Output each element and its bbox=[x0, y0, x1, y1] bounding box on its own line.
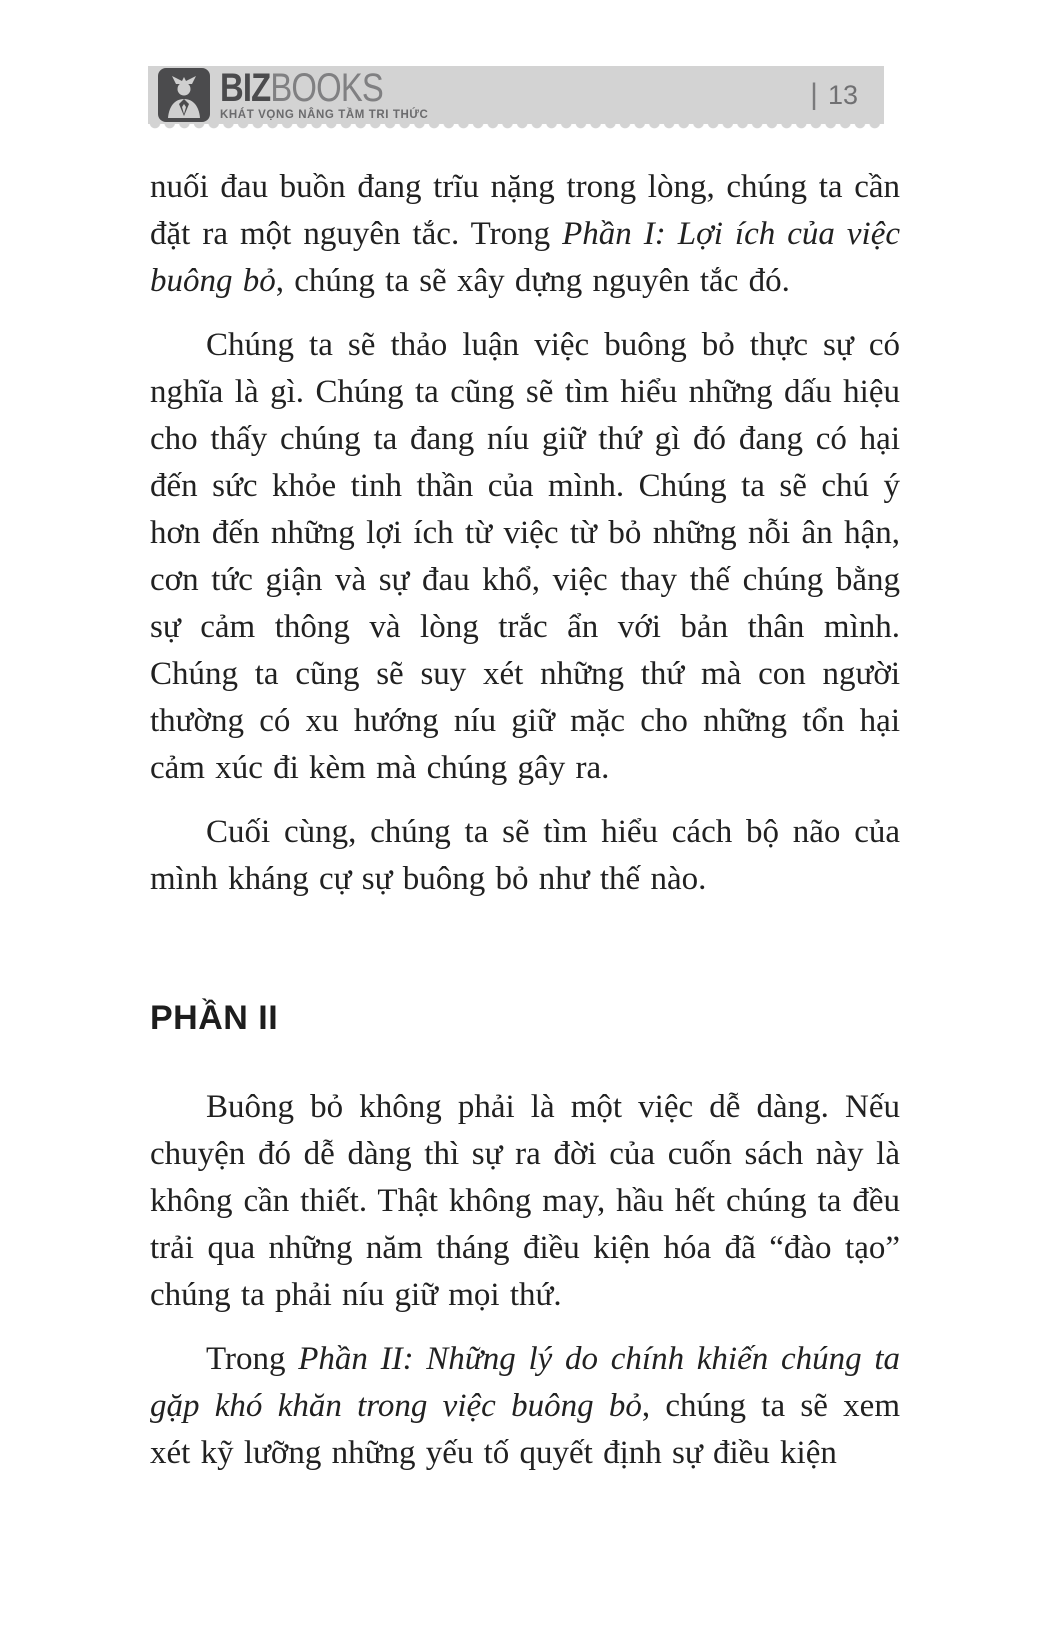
page-number-divider: | bbox=[810, 78, 818, 111]
brand-tagline: KHÁT VỌNG NÂNG TẦM TRI THỨC bbox=[220, 108, 429, 121]
italic-book-part-reference: Phần I: Lợi ích của việc buông bỏ bbox=[150, 216, 901, 299]
bizbooks-logo-icon bbox=[158, 68, 210, 122]
brand-wordmark bbox=[220, 65, 391, 110]
paragraph-text: Trong bbox=[206, 1341, 299, 1377]
paragraph bbox=[150, 1336, 900, 1477]
perforation-edge bbox=[148, 124, 884, 131]
paragraph-text: nuối đau buồn đang trĩu nặng trong lòng, chúng ta cần đặt ra một nguyên tắc. Trong bbox=[150, 169, 900, 252]
paragraph bbox=[150, 322, 900, 792]
brand-books: BOOKS bbox=[270, 65, 383, 110]
paragraph-text: , chúng ta sẽ xem xét kỹ lưỡng những yếu tố quyết định sự điều kiện bbox=[150, 1388, 900, 1471]
brand-biz: BIZ bbox=[220, 65, 271, 110]
paragraph-text: Buông bỏ không phải là một việc dễ dàng. Nếu chuyện đó dễ dàng thì sự ra đời của cuốn sách này là không cần thiết. Thật không may, hầu hết chúng ta đều trải qua những năm tháng điều kiện hóa đã “đào tạo” chúng ta phải níu giữ mọi thứ. bbox=[150, 1089, 900, 1313]
italic-book-part-reference: Phần II: Những lý do chính khiến chúng ta gặp khó khăn trong việc buông bỏ bbox=[150, 1341, 900, 1424]
brand-text bbox=[220, 65, 429, 121]
page-body bbox=[150, 132, 900, 1494]
paragraph bbox=[150, 809, 900, 903]
section-heading-phan-ii: PHẦN II bbox=[150, 999, 279, 1037]
paragraph-text: Chúng ta sẽ thảo luận việc buông bỏ thực sự có nghĩa là gì. Chúng ta cũng sẽ tìm hiểu những dấu hiệu cho thấy chúng ta đang níu giữ thứ gì đó đang có hại đến sức khỏe tinh thần của mình. Chúng ta sẽ chú ý hơn đến những lợi ích từ việc từ bỏ những nỗi ân hận, cơn tức giận và sự đau khổ, việc thay thế chúng bằng sự cảm thông và lòng trắc ẩn với bản thân mình. Chúng ta cũng sẽ suy xét những thứ mà con người thường có xu hướng níu giữ mặc cho những tổn hại cảm xúc đi kèm mà chúng gây ra. bbox=[150, 327, 900, 786]
paragraph-text: , chúng ta sẽ xây dựng nguyên tắc đó. bbox=[275, 263, 790, 299]
paragraph bbox=[150, 1084, 900, 1319]
header-bar bbox=[148, 66, 884, 124]
page-number bbox=[810, 80, 858, 111]
paragraph-text: Cuối cùng, chúng ta sẽ tìm hiểu cách bộ não của mình kháng cự sự buông bỏ như thế nào. bbox=[150, 814, 900, 897]
paragraph-continuation bbox=[150, 164, 900, 305]
bizbooks-brand bbox=[158, 65, 429, 122]
page-number-value: 13 bbox=[827, 79, 858, 110]
